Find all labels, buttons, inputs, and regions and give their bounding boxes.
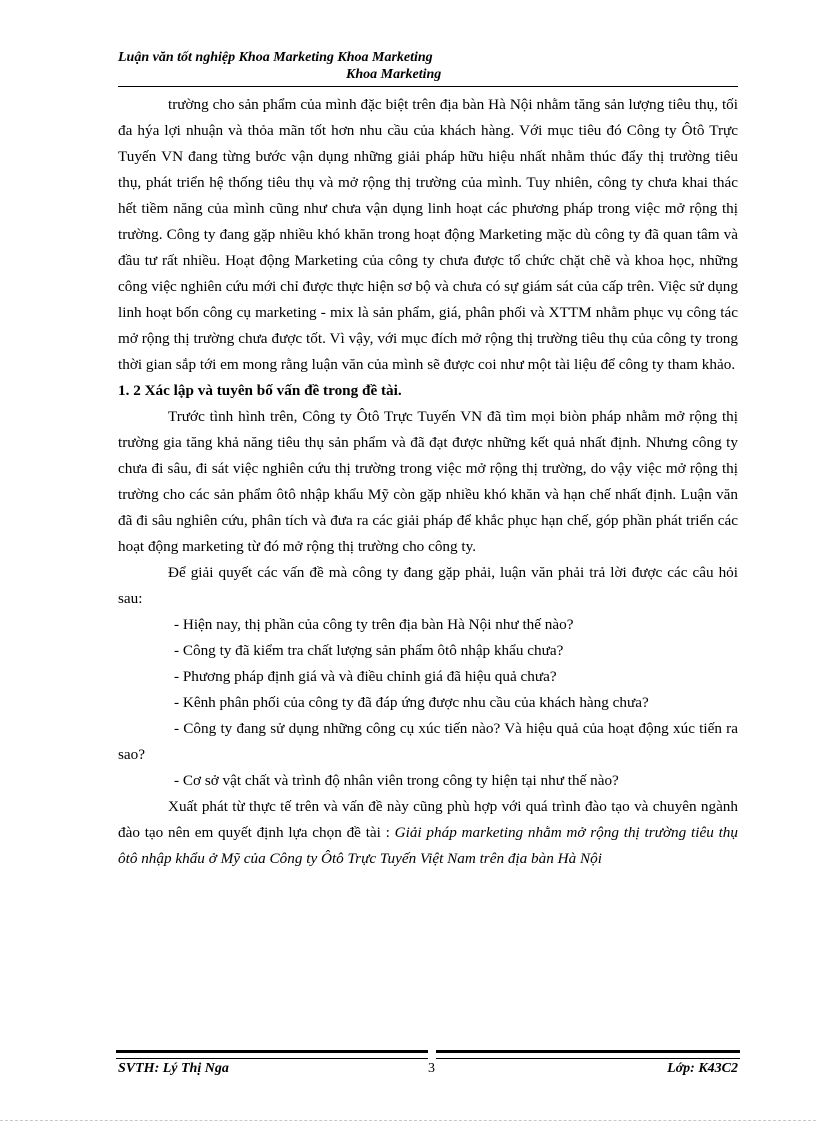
question-item: - Công ty đã kiểm tra chất lượng sản phẩm ôtô nhập khẩu chưa? <box>174 642 564 659</box>
page-edge <box>0 1120 816 1121</box>
page-footer <box>118 1061 738 1081</box>
document-body <box>118 92 738 872</box>
section-heading: 1. 2 Xác lập và tuyên bố vấn đề trong đề tài. <box>118 382 402 399</box>
header-title-line-2: Khoa Marketing <box>346 67 442 82</box>
question-item: - Phương pháp định giá và và điều chỉnh giá đã hiệu quả chưa? <box>174 668 557 685</box>
question-item: - Công ty đang sử dụng những công cụ xúc tiến nào? Và hiệu quả của hoạt động xúc tiến ra sao? <box>118 720 738 763</box>
footer-class: Lớp: K43C2 <box>667 1061 738 1076</box>
footer-divider-right <box>436 1050 740 1059</box>
question-item: - Kênh phân phối của công ty đã đáp ứng được nhu cầu của khách hàng chưa? <box>174 694 649 711</box>
page-header <box>118 49 738 83</box>
footer-divider-left <box>116 1050 428 1059</box>
header-title-line-1: Luận văn tốt nghiệp Khoa Marketing Khoa Marketing <box>118 50 433 65</box>
footer-student: SVTH: Lý Thị Nga <box>118 1061 229 1076</box>
intro-paragraph: trường cho sản phẩm của mình đặc biệt trên địa bàn Hà Nội nhằm tăng sản lượng tiêu thụ, tối đa hýa lợi nhuận và thỏa mãn tốt hơn nhu cầu của khách hàng. Với mục tiêu đó Công ty Ôtô Trực Tuyến VN đang từng bước vận dụng những giải pháp hữu hiệu nhất nhằm thúc đẩy thị trường tiêu thụ, phát triển hệ thống tiêu thụ và mở rộng thị trường của mình. Tuy nhiên, công ty chưa khai thác hết tiềm năng của mình cũng như chưa vận dụng linh hoạt các phương pháp trong việc mở rộng thị trường. Công ty đang gặp nhiều khó khăn trong hoạt động Marketing mặc dù công ty đã quan tâm và đầu tư rất nhiều. Hoạt động Marketing của công ty chưa được tổ chức chặt chẽ và khoa học, những công việc nghiên cứu mới chỉ được thực hiện sơ bộ và chưa có sự giám sát của cấp trên. Việc sử dụng linh hoạt bốn công cụ marketing - mix là sản phẩm, giá, phân phối và XTTM nhằm phục vụ công tác mở rộng thị trường chưa được tốt. Vì vậy, với mục đích mở rộng thị trường tiêu thụ của công ty trong thời gian sắp tới em mong rằng luận văn của mình sẽ được coi như một tài liệu để công ty tham khảo. <box>118 96 738 373</box>
closing-paragraph <box>118 794 738 872</box>
questions-intro: Để giải quyết các vấn đề mà công ty đang gặp phải, luận văn phải trả lời được các câu hỏi sau: <box>118 564 738 607</box>
topic-title: Giải pháp marketing nhằm mở rộng thị trường tiêu thụ ôtô nhập khẩu ở Mỹ của Công ty Ôtô Trực Tuyến Việt Nam trên địa bàn Hà Nội <box>118 824 738 867</box>
header-divider <box>118 86 738 87</box>
closing-text: Xuất phát từ thực tế trên và vấn đề này cũng phù hợp với quá trình đào tạo và chuyên ngành đào tạo nên em quyết định lựa chọn đề tài : <box>118 798 738 841</box>
section-paragraph: Trước tình hình trên, Công ty Ôtô Trực Tuyến VN đã tìm mọi biòn pháp nhằm mở rộng thị trường gia tăng khả năng tiêu thụ sản phẩm và đã đạt được những kết quả nhất định. Nhưng công ty chưa đi sâu, đi sát việc nghiên cứu thị trường trong việc mở rộng thị trường, do vậy việc mở rộng thị trường cho các sản phẩm ôtô nhập khẩu Mỹ còn gặp nhiều khó khăn và hạn chế nhất định. Luận văn đã đi sâu nghiên cứu, phân tích và đưa ra các giải pháp để khắc phục hạn chế, góp phần phát triển các hoạt động marketing từ đó mở rộng thị trường cho công ty. <box>118 408 738 555</box>
question-item: - Cơ sở vật chất và trình độ nhân viên trong công ty hiện tại như thế nào? <box>174 772 619 789</box>
question-item: - Hiện nay, thị phần của công ty trên địa bàn Hà Nội như thế nào? <box>174 616 574 633</box>
page-number: 3 <box>428 1061 435 1076</box>
